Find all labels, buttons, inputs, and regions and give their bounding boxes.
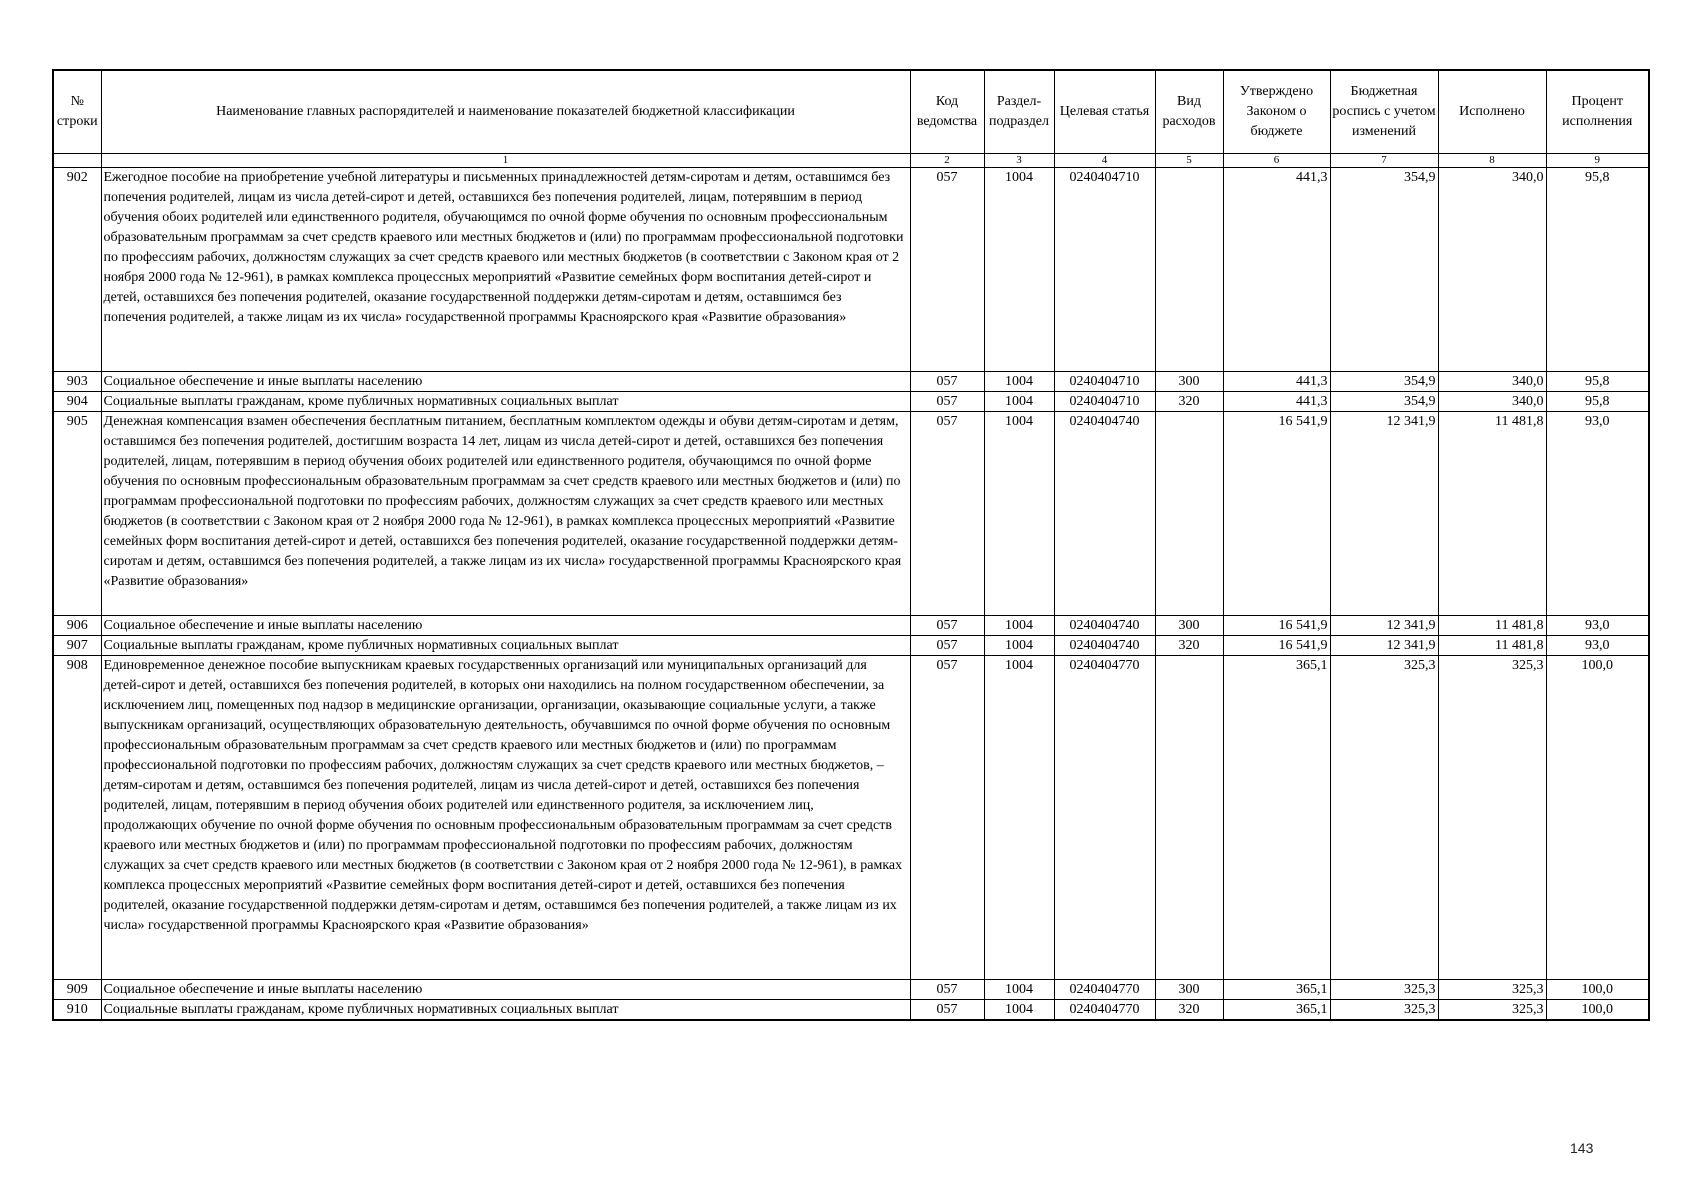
approved-amount: 441,3 [1223,392,1330,412]
budget-amount: 12 341,9 [1330,412,1438,616]
column-number: 4 [1054,154,1155,168]
section-code: 1004 [984,616,1054,636]
row-number: 904 [53,392,101,412]
executed-amount: 340,0 [1438,168,1546,372]
executed-amount: 11 481,8 [1438,412,1546,616]
execution-percent: 95,8 [1546,168,1649,372]
expense-type-code: 300 [1155,980,1223,1000]
expense-type-code [1155,412,1223,616]
header-target-item: Целевая статья [1054,70,1155,154]
table-row [53,980,1649,1000]
target-item-code: 0240404740 [1054,616,1155,636]
budget-amount: 325,3 [1330,1000,1438,1021]
target-item-code: 0240404710 [1054,168,1155,372]
department-code: 057 [910,616,984,636]
execution-percent: 95,8 [1546,392,1649,412]
target-item-code: 0240404710 [1054,392,1155,412]
document-page [52,69,1648,1021]
budget-amount: 12 341,9 [1330,616,1438,636]
row-name: Единовременное денежное пособие выпускникам краевых государственных организаций или муниципальных организаций для детей-сирот и детей, оставшихся без попечения родителей, в которых они находились на полном государственном обеспечении, за исключением лиц, помещенных под надзор в медицинские организации, организации, оказывающие социальные услуги, а также выпускникам организаций, осуществляющих образовательную деятельность, обучавшимся по очной форме обучения по основным профессиональным образовательным программам за счет средств краевого или местных бюджетов и (или) по программам профессиональной подготовки по профессиям рабочих, должностям служащих за счет средств краевого или местных бюджетов, – детям-сиротам и детям, оставшимся без попечения родителей, лицам из числа детей-сирот и детей, оставшихся без попечения родителей, лицам, потерявшим в период обучения обоих родителей или единственного родителя, за исключением лиц, продолжающих обучение по очной форме обучения по основным профессиональным образовательным программам за счет средств краевого или местных бюджетов и (или) по программам профессиональной подготовки по профессиям рабочих, должностям служащих за счет средств краевого или местных бюджетов (в соответствии с Законом края от 2 ноября 2000 года № 12-961), в рамках комплекса процессных мероприятий «Развитие семейных форм воспитания детей-сирот и детей, оставшихся без попечения родителей, оказание государственной поддержки детям-сиротам и детям, оставшимся без попечения родителей, а также лицам из их числа» государственной программы Красноярского края «Развитие образования» [101,656,910,980]
column-number-row [53,154,1649,168]
section-code: 1004 [984,372,1054,392]
row-name: Ежегодное пособие на приобретение учебной литературы и письменных принадлежностей детям-сиротам и детям, оставшимся без попечения родителей, лицам из числа детей-сирот и детей, оставшихся без попечения родителей, лицам, потерявшим в период обучения обоих родителей или единственного родителя, обучающимся по очной форме обучения по основным профессиональным образовательным программам за счет средств краевого или местных бюджетов и (или) по программам профессиональной подготовки по профессиям рабочих, должностям служащих за счет средств краевого или местных бюджетов (в соответствии с Законом края от 2 ноября 2000 года № 12-961), в рамках комплекса процессных мероприятий «Развитие семейных форм воспитания детей-сирот и детей, оставшихся без попечения родителей, оказание государственной поддержки детям-сиротам и детям, оставшимся без попечения родителей, а также лицам из их числа» государственной программы Красноярского края «Развитие образования» [101,168,910,372]
section-code: 1004 [984,656,1054,980]
expense-type-code [1155,656,1223,980]
column-number-empty [53,154,101,168]
row-name: Социальное обеспечение и иные выплаты населению [101,616,910,636]
column-number: 8 [1438,154,1546,168]
page-number: 143 [1570,1140,1594,1156]
target-item-code: 0240404770 [1054,1000,1155,1021]
table-row [53,636,1649,656]
table-row [53,372,1649,392]
approved-amount: 16 541,9 [1223,636,1330,656]
budget-amount: 12 341,9 [1330,636,1438,656]
row-name: Социальное обеспечение и иные выплаты населению [101,980,910,1000]
table-row [53,392,1649,412]
table-row [53,616,1649,636]
column-number: 6 [1223,154,1330,168]
expense-type-code: 300 [1155,616,1223,636]
header-budget-schedule: Бюджетная роспись с учетом изменений [1330,70,1438,154]
budget-amount: 325,3 [1330,980,1438,1000]
expense-type-code: 320 [1155,392,1223,412]
row-number: 909 [53,980,101,1000]
section-code: 1004 [984,980,1054,1000]
row-name: Социальное обеспечение и иные выплаты населению [101,372,910,392]
department-code: 057 [910,980,984,1000]
department-code: 057 [910,636,984,656]
approved-amount: 365,1 [1223,656,1330,980]
section-code: 1004 [984,392,1054,412]
row-number: 903 [53,372,101,392]
execution-percent: 93,0 [1546,616,1649,636]
column-number: 3 [984,154,1054,168]
row-number: 910 [53,1000,101,1021]
execution-percent: 93,0 [1546,412,1649,616]
header-approved: Утверждено Законом о бюджете [1223,70,1330,154]
section-code: 1004 [984,412,1054,616]
budget-amount: 354,9 [1330,372,1438,392]
expense-type-code: 300 [1155,372,1223,392]
header-section: Раздел-подраздел [984,70,1054,154]
target-item-code: 0240404770 [1054,980,1155,1000]
row-number: 908 [53,656,101,980]
row-name: Социальные выплаты гражданам, кроме публичных нормативных социальных выплат [101,392,910,412]
header-expense-type: Вид расходов [1155,70,1223,154]
department-code: 057 [910,412,984,616]
department-code: 057 [910,656,984,980]
row-name: Социальные выплаты гражданам, кроме публичных нормативных социальных выплат [101,1000,910,1021]
budget-amount: 354,9 [1330,168,1438,372]
approved-amount: 441,3 [1223,168,1330,372]
section-code: 1004 [984,168,1054,372]
approved-amount: 365,1 [1223,980,1330,1000]
column-number: 1 [101,154,910,168]
header-percent: Процент исполнения [1546,70,1649,154]
department-code: 057 [910,392,984,412]
expense-type-code [1155,168,1223,372]
row-name: Денежная компенсация взамен обеспечения бесплатным питанием, бесплатным комплектом одежды и обуви детям-сиротам и детям, оставшимся без попечения родителей, достигшим возраста 14 лет, лицам из числа детей-сирот и детей, оставшихся без попечения родителей, лицам, потерявшим в период обучения обоих родителей или единственного родителя, обучающимся по очной форме обучения по основным профессиональным образовательным программам за счет средств краевого или местных бюджетов и (или) по программам профессиональной подготовки по профессиям рабочих, должностям служащих за счет средств краевого или местных бюджетов (в соответствии с Законом края от 2 ноября 2000 года № 12-961), в рамках комплекса процессных мероприятий «Развитие семейных форм воспитания детей-сирот и детей, оставшихся без попечения родителей, оказание государственной поддержки детям-сиротам и детям, оставшимся без попечения родителей, а также лицам из их числа» государственной программы Красноярского края «Развитие образования» [101,412,910,616]
budget-execution-table [52,69,1650,1021]
table-row [53,168,1649,372]
execution-percent: 100,0 [1546,656,1649,980]
table-row [53,1000,1649,1021]
row-number: 907 [53,636,101,656]
expense-type-code: 320 [1155,636,1223,656]
department-code: 057 [910,372,984,392]
approved-amount: 365,1 [1223,1000,1330,1021]
expense-type-code: 320 [1155,1000,1223,1021]
executed-amount: 11 481,8 [1438,636,1546,656]
target-item-code: 0240404770 [1054,656,1155,980]
department-code: 057 [910,168,984,372]
column-number: 9 [1546,154,1649,168]
approved-amount: 16 541,9 [1223,616,1330,636]
budget-amount: 325,3 [1330,656,1438,980]
executed-amount: 11 481,8 [1438,616,1546,636]
department-code: 057 [910,1000,984,1021]
column-number: 5 [1155,154,1223,168]
approved-amount: 441,3 [1223,372,1330,392]
approved-amount: 16 541,9 [1223,412,1330,616]
header-name: Наименование главных распорядителей и наименование показателей бюджетной классификации [101,70,910,154]
section-code: 1004 [984,1000,1054,1021]
header-executed: Исполнено [1438,70,1546,154]
budget-amount: 354,9 [1330,392,1438,412]
target-item-code: 0240404710 [1054,372,1155,392]
executed-amount: 325,3 [1438,980,1546,1000]
row-name: Социальные выплаты гражданам, кроме публичных нормативных социальных выплат [101,636,910,656]
executed-amount: 340,0 [1438,392,1546,412]
row-number: 902 [53,168,101,372]
header-department-code: Код ведомства [910,70,984,154]
table-row [53,412,1649,616]
section-code: 1004 [984,636,1054,656]
execution-percent: 93,0 [1546,636,1649,656]
column-number: 7 [1330,154,1438,168]
target-item-code: 0240404740 [1054,636,1155,656]
row-number: 905 [53,412,101,616]
table-header-row [53,70,1649,154]
table-row [53,656,1649,980]
executed-amount: 325,3 [1438,656,1546,980]
executed-amount: 340,0 [1438,372,1546,392]
header-row-number: № строки [53,70,101,154]
execution-percent: 95,8 [1546,372,1649,392]
row-number: 906 [53,616,101,636]
column-number: 2 [910,154,984,168]
target-item-code: 0240404740 [1054,412,1155,616]
executed-amount: 325,3 [1438,1000,1546,1021]
execution-percent: 100,0 [1546,980,1649,1000]
execution-percent: 100,0 [1546,1000,1649,1021]
